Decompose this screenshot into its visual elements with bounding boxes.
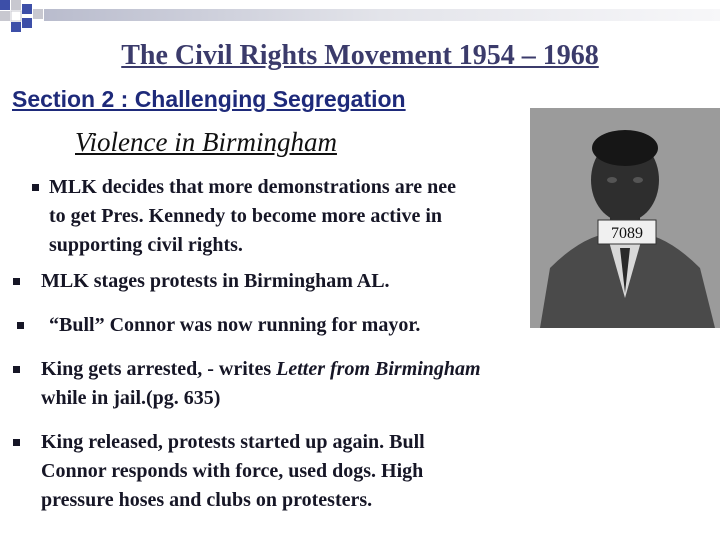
bullet-line: “Bull” Connor was now running for mayor. [49, 314, 421, 336]
mugshot-photo [530, 108, 720, 328]
bullet-line: while in jail.(pg. 635) [41, 387, 221, 409]
letter-title: Letter from Birmingham [276, 358, 481, 380]
bullet-item [0, 355, 600, 415]
bullet-line: pressure hoses and clubs on protesters. [41, 489, 373, 511]
bullet-line: MLK stages protests in Birmingham AL. [41, 270, 390, 292]
bullet-marker [17, 322, 24, 329]
bullet-marker [32, 184, 39, 191]
slide-title: The Civil Rights Movement 1954 – 1968 [121, 40, 599, 71]
bullet-line [41, 355, 481, 384]
bullet-item [0, 428, 540, 518]
bullet-line: MLK decides that more demonstrations are nee [49, 176, 456, 198]
section-heading: Section 2 : Challenging Segregation [12, 86, 406, 112]
bullet-item [0, 173, 540, 263]
bullet-item [0, 267, 520, 297]
bullet-marker [13, 366, 20, 373]
bullet-line: supporting civil rights. [49, 234, 243, 256]
bullet-item [0, 311, 520, 341]
photo-placard-number: 7089 [611, 225, 643, 242]
bullet-text: King gets arrested, - writes [41, 358, 277, 380]
bullet-line: Connor responds with force, used dogs. High [41, 460, 424, 482]
subheading: Violence in Birmingham [75, 127, 337, 157]
bullet-marker [13, 439, 20, 446]
bullet-marker [13, 278, 20, 285]
header-decoration [0, 0, 720, 40]
bullet-line: King released, protests started up again. Bull [41, 431, 425, 453]
bullet-line: to get Pres. Kennedy to become more active in [49, 205, 443, 227]
decorative-squares [0, 0, 720, 40]
